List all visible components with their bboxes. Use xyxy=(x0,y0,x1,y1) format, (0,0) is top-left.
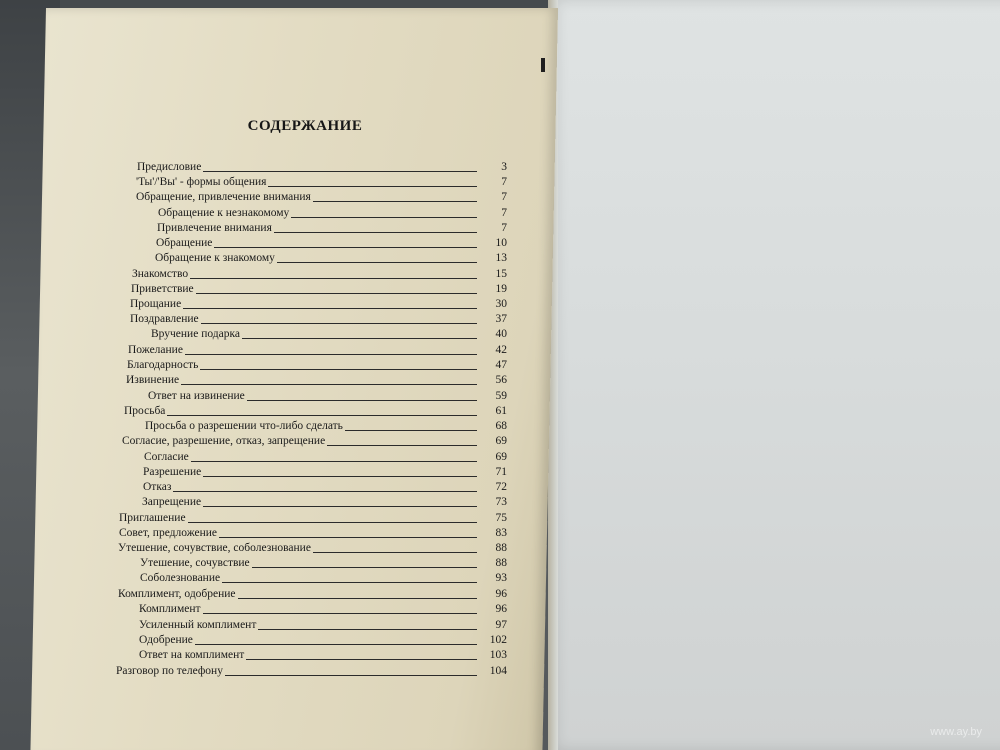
toc-entry xyxy=(116,663,507,678)
toc-entry xyxy=(130,296,507,311)
toc-entry-label: Обращение xyxy=(156,237,213,249)
toc-entry-page: 42 xyxy=(495,344,507,356)
toc-entry xyxy=(137,159,507,174)
toc-entry-page: 7 xyxy=(501,191,507,203)
toc-entry-page: 15 xyxy=(495,268,507,280)
toc-entry-page: 73 xyxy=(495,496,507,508)
leader-line xyxy=(203,506,477,507)
leader-line xyxy=(185,354,477,355)
leader-line xyxy=(345,430,477,431)
toc-entry-label: Обращение к знакомому xyxy=(155,252,275,264)
leader-line xyxy=(258,629,477,630)
leader-line xyxy=(167,415,477,416)
toc-entry-page: 68 xyxy=(495,420,507,432)
toc-entry-label: Запрещение xyxy=(142,496,202,508)
toc-entry-label: Предисловие xyxy=(137,161,202,173)
toc-entry-label: Одобрение xyxy=(139,634,193,646)
toc-entry xyxy=(119,510,507,525)
toc-entry-page: 61 xyxy=(495,405,507,417)
toc-entry xyxy=(139,601,507,616)
leader-line xyxy=(219,537,477,538)
toc-entry-label: Вручение подарка xyxy=(151,328,240,340)
toc-entry xyxy=(140,555,507,570)
toc-entry-page: 37 xyxy=(495,313,507,325)
toc-entry xyxy=(139,647,507,662)
toc-entry-page: 56 xyxy=(495,374,507,386)
toc-entry-label: Согласие xyxy=(144,451,189,463)
toc-title: СОДЕРЖАНИЕ xyxy=(247,118,363,134)
toc-entry xyxy=(126,372,507,387)
toc-entry-label: Ответ на извинение xyxy=(148,390,245,402)
toc-entry-label: Приветствие xyxy=(131,283,194,295)
toc-entry-label: Согласие, разрешение, отказ, запрещение xyxy=(122,435,326,447)
leader-line xyxy=(183,308,477,309)
toc-entry-label: Соболезнование xyxy=(140,572,221,584)
toc-entry-label: Усиленный комплимент xyxy=(139,619,257,631)
toc-entry-label: Поздравление xyxy=(130,313,199,325)
toc-entry xyxy=(156,235,507,250)
leader-line xyxy=(195,644,477,645)
toc-entry-label: Извинение xyxy=(126,374,180,386)
toc-entry xyxy=(158,205,507,220)
toc-entry-label: Просьба xyxy=(124,405,166,417)
toc-entry-page: 104 xyxy=(489,665,507,677)
leader-line xyxy=(191,461,477,462)
leader-line xyxy=(313,552,477,553)
toc-entry-page: 69 xyxy=(495,451,507,463)
toc-entry-label: Ответ на комплимент xyxy=(139,649,245,661)
leader-line xyxy=(203,613,477,614)
toc-entry xyxy=(136,174,507,189)
toc-entry-page: 47 xyxy=(495,359,507,371)
leader-line xyxy=(196,293,477,294)
toc-entry xyxy=(155,250,507,265)
leader-line xyxy=(173,491,477,492)
toc-entry xyxy=(151,326,507,341)
leader-line xyxy=(238,598,477,599)
toc-entry xyxy=(145,418,507,433)
toc-entry-page: 72 xyxy=(495,481,507,493)
leader-line xyxy=(214,247,477,248)
toc-entry-page: 103 xyxy=(489,649,507,661)
toc-entry-label: Просьба о разрешении что-либо сделать xyxy=(145,420,343,432)
toc-entry xyxy=(139,632,507,647)
toc-entry-page: 96 xyxy=(495,603,507,615)
toc-entry-page: 13 xyxy=(495,252,507,264)
toc-entry-label: Разрешение xyxy=(143,466,202,478)
toc-entry-label: Прощание xyxy=(130,298,182,310)
leader-line xyxy=(242,338,477,339)
leader-line xyxy=(327,445,477,446)
toc-entry-page: 97 xyxy=(495,619,507,631)
toc-entry-page: 7 xyxy=(501,176,507,188)
toc-entry-label: Благодарность xyxy=(127,359,199,371)
toc-entry xyxy=(140,570,507,585)
leader-line xyxy=(200,369,477,370)
toc-entry-page: 40 xyxy=(495,328,507,340)
toc-entry xyxy=(119,525,507,540)
toc-entry-page: 7 xyxy=(501,207,507,219)
toc-entry-page: 3 xyxy=(501,161,507,173)
toc-entry-page: 96 xyxy=(495,588,507,600)
toc-entry xyxy=(142,494,507,509)
toc-entry xyxy=(131,281,507,296)
leader-line xyxy=(268,186,477,187)
leader-line xyxy=(246,659,477,660)
toc-entry-label: Обращение к незнакомому xyxy=(158,207,290,219)
toc-entry-label: Приглашение xyxy=(119,512,186,524)
toc-entry xyxy=(124,403,507,418)
toc-entry xyxy=(157,220,507,235)
toc-entry xyxy=(118,540,507,555)
toc-entry-page: 7 xyxy=(501,222,507,234)
leader-line xyxy=(188,522,477,523)
toc-entry-page: 69 xyxy=(495,435,507,447)
leader-line xyxy=(201,323,477,324)
toc-entry-label: Комплимент xyxy=(139,603,201,615)
toc-entry-label: Утешение, сочувствие xyxy=(140,557,250,569)
toc-entry xyxy=(143,464,507,479)
toc-entry-label: Совет, предложение xyxy=(119,527,218,539)
toc-entry-page: 102 xyxy=(489,634,507,646)
toc-entry-page: 59 xyxy=(495,390,507,402)
toc-entry-page: 30 xyxy=(495,298,507,310)
toc-entry xyxy=(122,433,507,448)
toc-entry-label: 'Ты'/'Вы' - формы общения xyxy=(136,176,267,188)
leader-line xyxy=(277,262,477,263)
toc-entry-label: Разговор по телефону xyxy=(116,665,223,677)
leader-line xyxy=(313,201,477,202)
leader-line xyxy=(190,278,477,279)
toc-entry-label: Привлечение внимания xyxy=(157,222,272,234)
leader-line xyxy=(274,232,477,233)
toc-entry-label: Утешение, сочувствие, соболезнование xyxy=(118,542,311,554)
leader-line xyxy=(225,675,477,676)
toc-entry-page: 75 xyxy=(495,512,507,524)
toc-entry-label: Знакомство xyxy=(132,268,189,280)
toc-entry-page: 19 xyxy=(495,283,507,295)
toc-entry-page: 93 xyxy=(495,572,507,584)
toc-entry-label: Пожелание xyxy=(128,344,183,356)
leader-line xyxy=(247,400,477,401)
toc-entry xyxy=(128,342,507,357)
toc-entry-page: 88 xyxy=(495,557,507,569)
toc-entry xyxy=(144,449,507,464)
toc-entry xyxy=(148,388,507,403)
toc-entry-page: 10 xyxy=(495,237,507,249)
toc-entry-page: 88 xyxy=(495,542,507,554)
toc-entry-label: Отказ xyxy=(143,481,172,493)
leader-line xyxy=(222,582,477,583)
toc-entry xyxy=(132,266,507,281)
leader-line xyxy=(291,217,477,218)
toc-entry xyxy=(143,479,507,494)
toc-entry xyxy=(136,189,507,204)
leader-line xyxy=(203,476,477,477)
leader-line xyxy=(181,384,477,385)
leader-line xyxy=(252,567,477,568)
toc-entry-page: 83 xyxy=(495,527,507,539)
toc-entry xyxy=(118,586,507,601)
toc-entry xyxy=(139,617,507,632)
watermark: www.ay.by xyxy=(930,726,982,738)
toc-entry xyxy=(130,311,507,326)
toc-entry xyxy=(127,357,507,372)
toc-entry-label: Комплимент, одобрение xyxy=(118,588,236,600)
toc-entry-page: 71 xyxy=(495,466,507,478)
leader-line xyxy=(203,171,477,172)
toc-entry-label: Обращение, привлечение внимания xyxy=(136,191,311,203)
